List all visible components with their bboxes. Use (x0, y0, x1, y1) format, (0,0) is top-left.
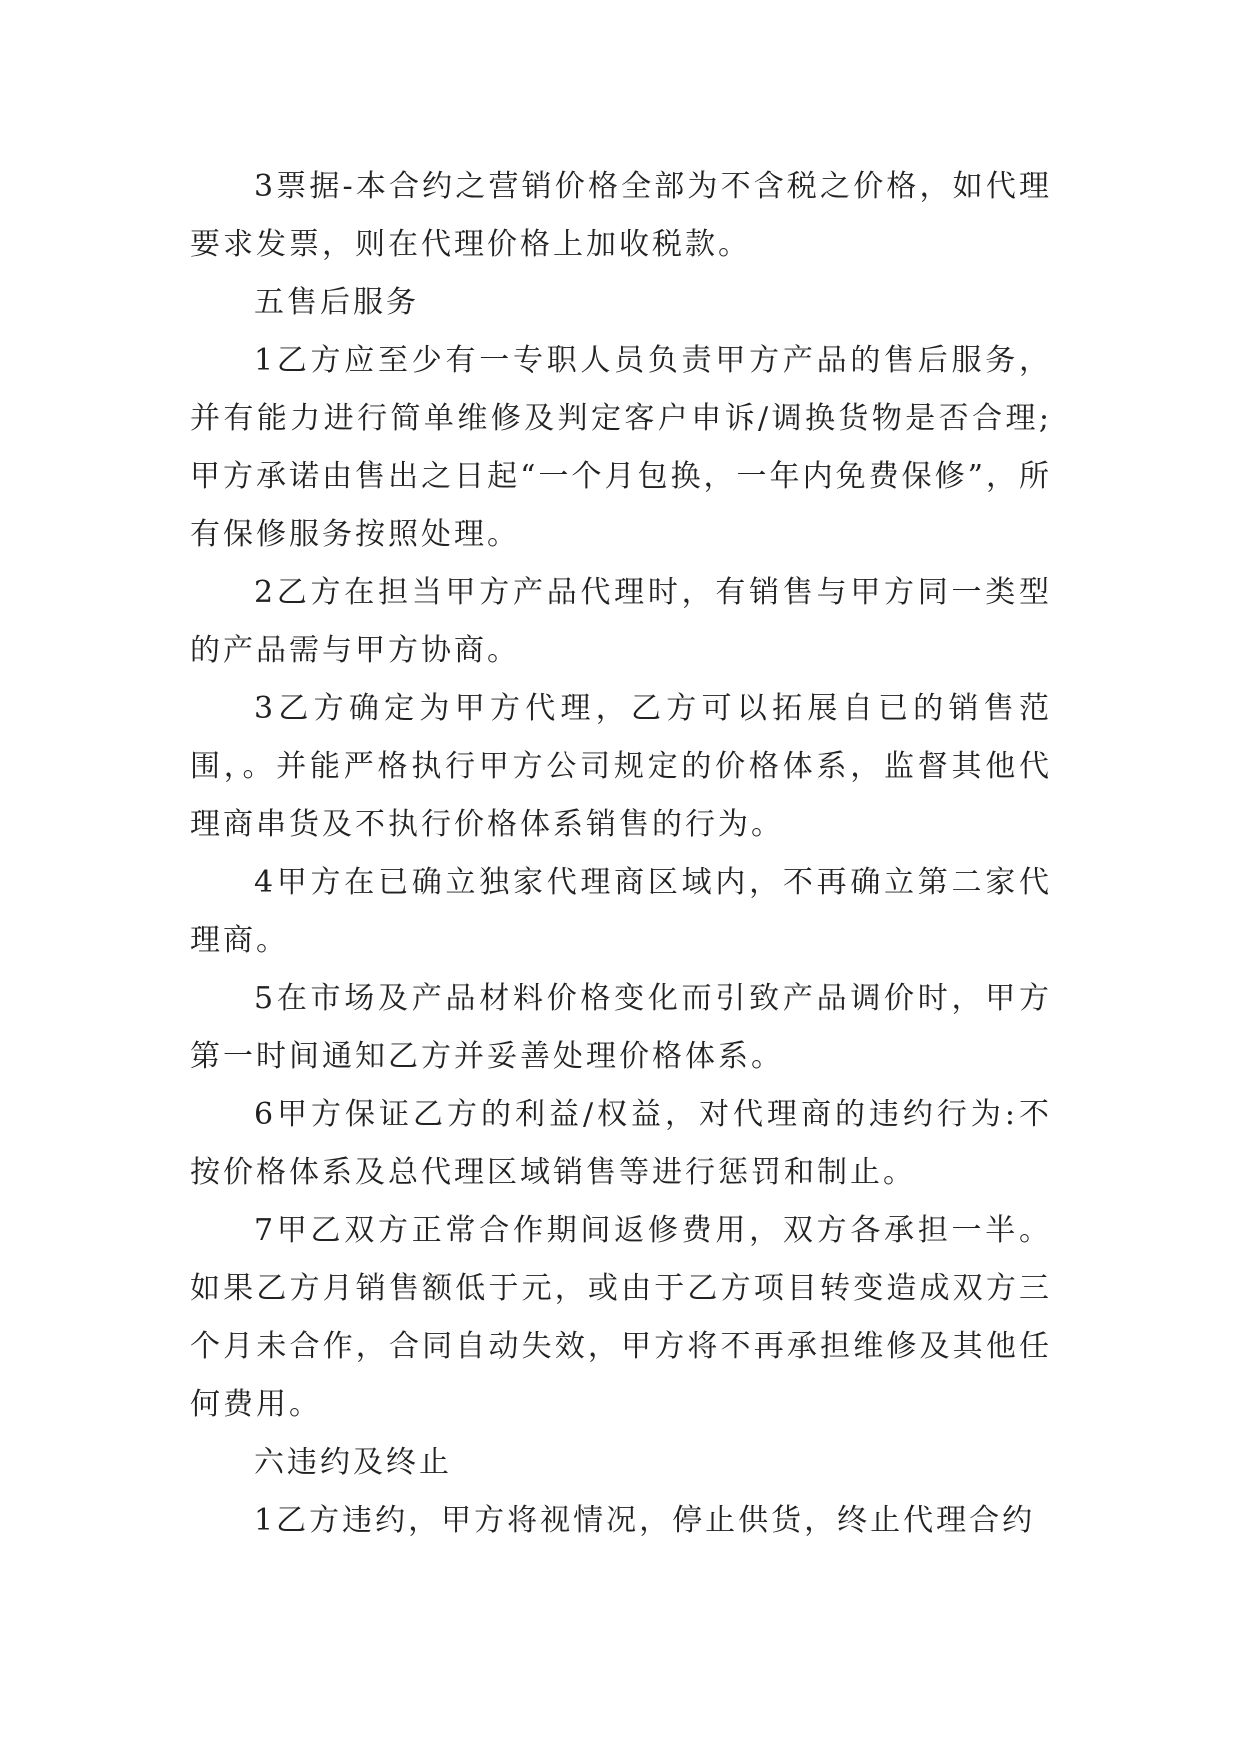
paragraph-after-sales-1: 1乙方应至少有一专职人员负责甲方产品的售后服务，并有能力进行简单维修及判定客户申诉/调换货物是否合理;甲方承诺由售出之日起“一个月包换，一年内免费保修”，所有保修服务按照处理。 (190, 343, 1052, 552)
document-body (190, 158, 1052, 1550)
paragraph-breach-1: 1乙方违约，甲方将视情况，停止供货，终止代理合约 (254, 1503, 1036, 1538)
paragraph-after-sales-5: 5在市场及产品材料价格变化而引致产品调价时，甲方第一时间通知乙方并妥善处理价格体系。 (190, 981, 1052, 1074)
paragraph-after-sales-7: 7甲乙双方正常合作期间返修费用，双方各承担一半。如果乙方月销售额低于元，或由于乙方项目转变造成双方三个月未合作，合同自动失效，甲方将不再承担维修及其他任何费用。 (190, 1213, 1052, 1422)
paragraph-after-sales-3: 3乙方确定为甲方代理，乙方可以拓展自已的销售范围，。并能严格执行甲方公司规定的价格体系，监督其他代理商串货及不执行价格体系销售的行为。 (190, 691, 1052, 842)
paragraph-invoice: 3票据-本合约之营销价格全部为不含税之价格，如代理要求发票，则在代理价格上加收税款。 (190, 169, 1052, 262)
section-heading-breach: 六违约及终止 (254, 1445, 452, 1480)
paragraph-after-sales-6: 6甲方保证乙方的利益/权益，对代理商的违约行为:不按价格体系及总代理区域销售等进行惩罚和制止。 (190, 1097, 1052, 1190)
section-heading-after-sales: 五售后服务 (254, 285, 419, 320)
paragraph-after-sales-4: 4甲方在已确立独家代理商区域内，不再确立第二家代理商。 (190, 865, 1052, 958)
paragraph-after-sales-2: 2乙方在担当甲方产品代理时，有销售与甲方同一类型的产品需与甲方协商。 (190, 575, 1052, 668)
